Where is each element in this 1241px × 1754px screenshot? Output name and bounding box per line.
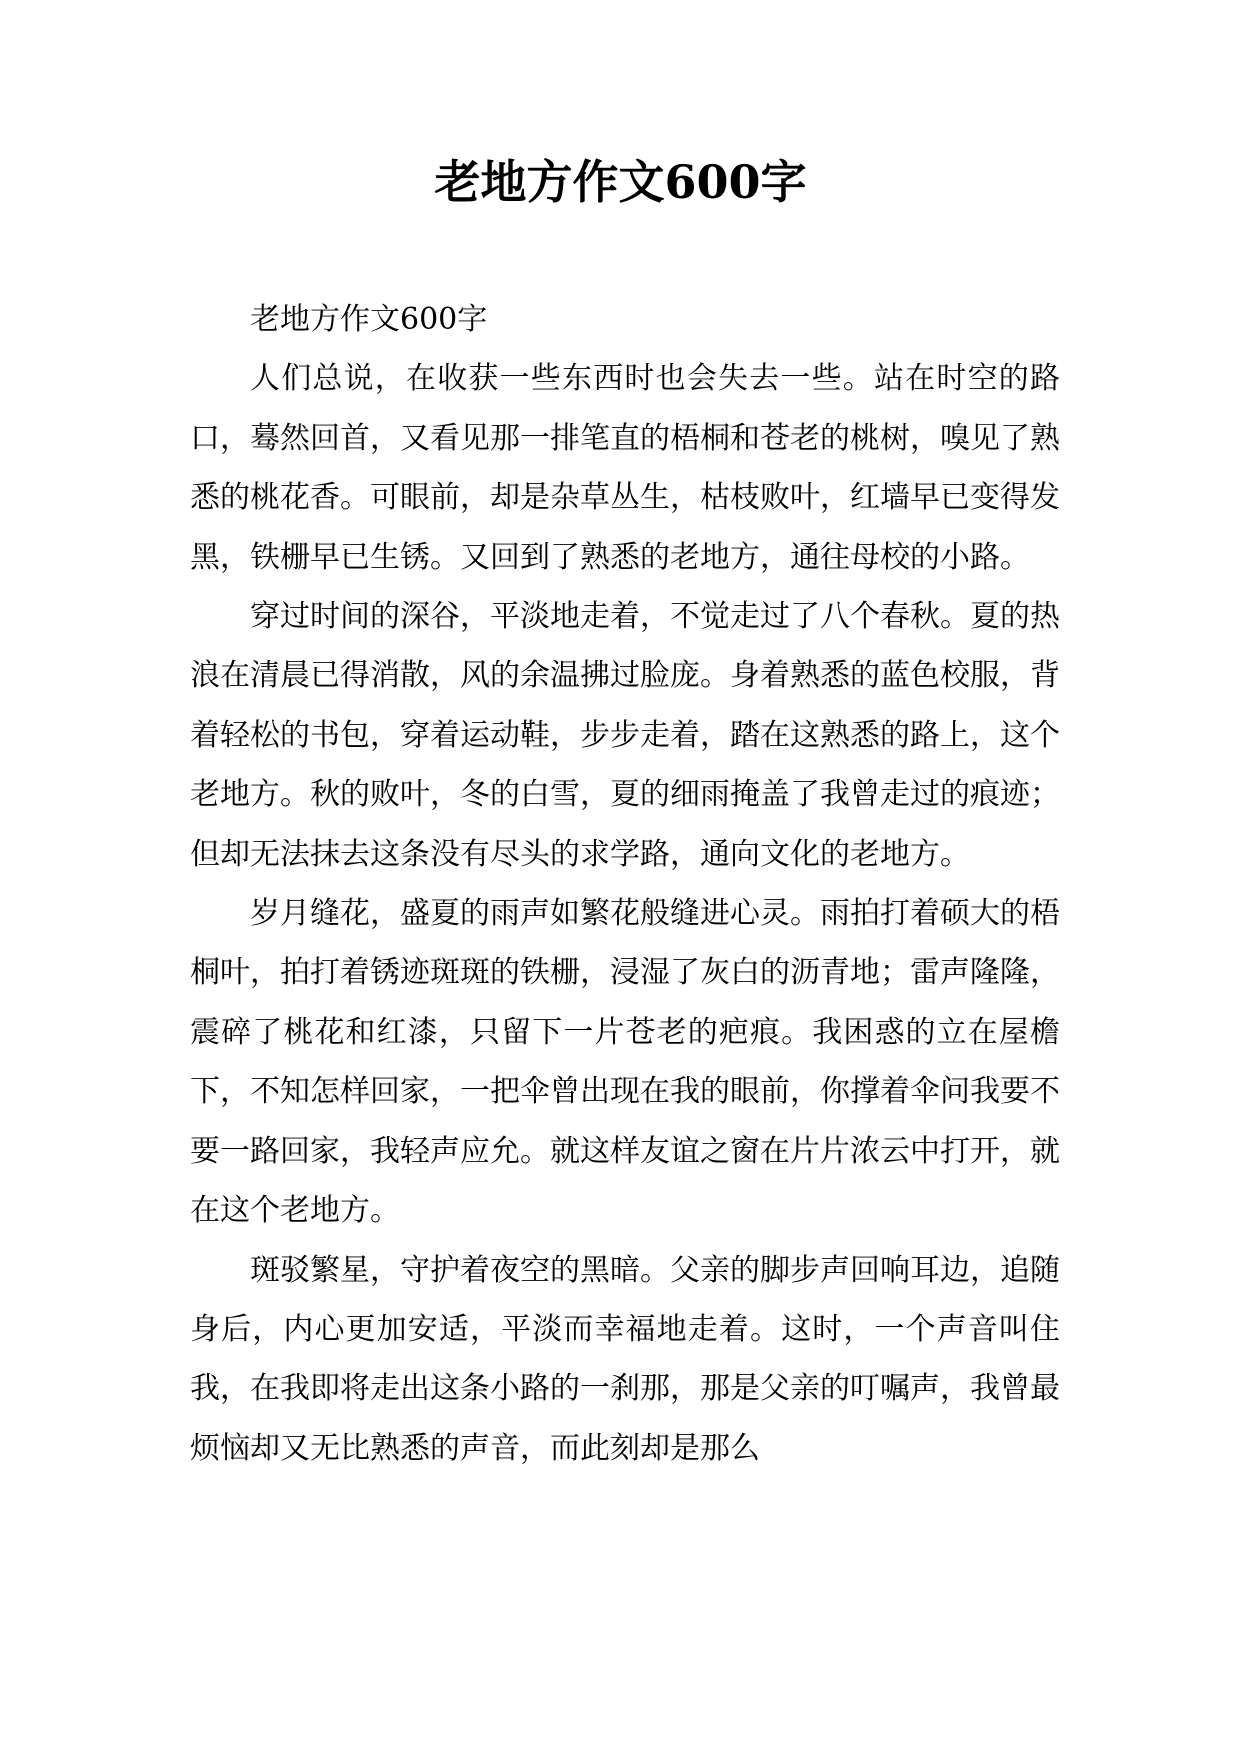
page-title: 老地方作文600字	[434, 155, 807, 209]
paragraph-3: 岁月缝花，盛夏的雨声如繁花般缝进心灵。雨拍打着硕大的梧桐叶，拍打着锈迹斑斑的铁栅，浸湿了灰白的沥青地；雷声隆隆，震碎了桃花和红漆，只留下一片苍老的疤痕。我困惑的立在屋檐下，不知怎样回家，一把伞曾出现在我的眼前，你撑着伞问我要不要一路回家，我轻声应允。就这样友谊之窗在片片浓云中打开，就在这个老地方。	[190, 896, 1060, 1229]
essay-subtitle: 老地方作文600字	[250, 302, 488, 337]
document-body	[190, 290, 1060, 1478]
paragraph-1: 人们总说，在收获一些东西时也会失去一些。站在时空的路口，蓦然回首，又看见那一排笔直的梧桐和苍老的桃树，嗅见了熟悉的桃花香。可眼前，却是杂草丛生，枯枝败叶，红墙早已变得发黑，铁栅早已生锈。又回到了熟悉的老地方，通往母校的小路。	[190, 361, 1060, 575]
paragraph-2: 穿过时间的深谷，平淡地走着，不觉走过了八个春秋。夏的热浪在清晨已得消散，风的余温拂过脸庞。身着熟悉的蓝色校服，背着轻松的书包，穿着运动鞋，步步走着，踏在这熟悉的路上，这个老地方。秋的败叶，冬的白雪，夏的细雨掩盖了我曾走过的痕迹；但却无法抹去这条没有尽头的求学路，通向文化的老地方。	[190, 599, 1060, 872]
paragraph-4: 斑驳繁星，守护着夜空的黑暗。父亲的脚步声回响耳边，追随身后，内心更加安适，平淡而幸福地走着。这时，一个声音叫住我，在我即将走出这条小路的一刹那，那是父亲的叮嘱声，我曾最烦恼却又无比熟悉的声音，而此刻却是那么	[190, 1252, 1060, 1466]
